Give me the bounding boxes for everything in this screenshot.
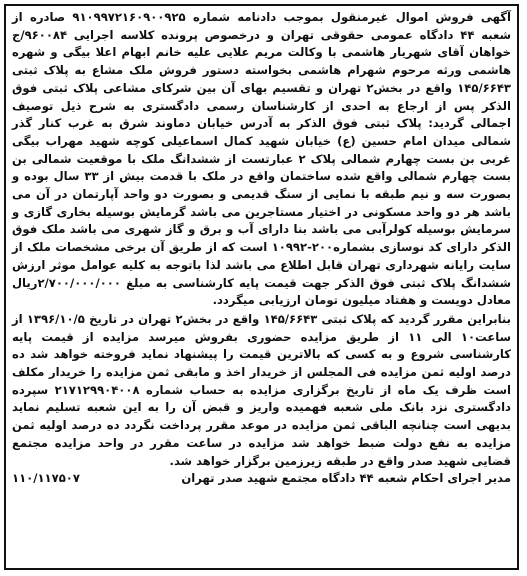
notice-reference-code: ۱۱۰/۱۱۷۵۰۷ bbox=[12, 471, 80, 486]
notice-footer bbox=[12, 470, 511, 488]
notice-paragraph-property-description: آگهی فروش اموال غیرمنقول بموجب دادنامه شماره ۹۱۰۹۹۷۲۱۶۰۹۰۰۹۲۵ صادره از شعبه ۴۴ دادگاه عمومی حقوقی تهران و درخصوص پرونده کلاسه اجرایی ۹۶۰۰۸۴/ج خواهان آقای شهریار هاشمی با وکالت مریم علایی علیه خانم ابهام اعلا بیگی و شهره هاشمی ورثه مرحوم شهرام هاشمی بخواسته دستور فروش ملک مشاع به پلاک ثبتی ۱۴۵/۶۶۴۳ واقع در بخش۲ تهران و تقسیم بهای آن بین شرکای مشاعی پلاک ثبتی فوق الذکر پس از ارجاع به احدی از کارشناسان رسمی دادگستری به شرح ذیل توصیف اجمالی گردید: پلاک ثبتی فوق الذکر به آدرس خیابان دماوند شرق به غرب کنار گذر شمالی میدان امام حسین (ع) خیابان شهید کمال اسماعیلی کوچه شهید مهراب بیگی غربی بن بست چهارم شمالی پلاک ۲ عبارتست از ششدانگ ملک با موقعیت شمالی بن بست چهارم شمالی واقع شده ساختمان واقع در ملک با قدمت بیش از ۳۳ سال بوده و بصورت سه و نیم طبقه با نمایی از سنگ قدیمی و بصورت دو واحد آپارتمان در آن می باشد هر دو واحد مسکونی در اختیار مستاجرین می باشد گرمایش بوسیله بخاری گازی و سرمایش بوسیله کولرآبی می باشد بنا دارای آب و برق و گاز شهری می باشد ملک فوق الذکر دارای کد نوسازی بشماره۲۰۰-۱۰۹۹۲ است که از طریق آن برخی مشخصات ملک از سایت رایانه شهرداری تهران قابل اطلاع می باشد لذا باتوجه به کلیه عوامل موثر ارزش ششدانگ پلاک ثبتی فوق الذکر جهت قیمت پایه کارشناسی به مبلغ ۲/۷۰۰/۰۰۰/۰۰۰ریال معادل دویست و هفتاد میلیون تومان ارزیابی میگردد. bbox=[12, 10, 511, 308]
notice-paragraph-auction-terms: بنابراین مقرر گردید که پلاک ثبتی ۱۴۵/۶۶۴۳ واقع در بخش۲ تهران در تاریخ ۱۳۹۶/۱۰/۵ از ساعت۱۰ الی ۱۱ از طریق مزایده حضوری بفروش میرسد مزایده از قیمت پایه کارشناسی شروع و به کسی که بالاترین قیمت را پیشنهاد نماید فروخته خواهد شد ده درصد اولیه ثمن مزایده فی المجلس از خریدار اخذ و مابقی ثمن مزایده را خریدار مکلف است ظرف یک ماه از تاریخ برگزاری مزایده به حساب شماره ۲۱۷۱۲۹۹۰۴۰۰۸ سپرده دادگستری نزد بانک ملی شعبه فهمیده واریز و قبض آن را به این شعبه تسلیم نماید بدیهی است چنانچه الباقی ثمن مزایده در موعد مقرر پرداخت نگردد ده درصد اولیه ثمن مزایده به نفع دولت ضبط خواهد شد مزایده در ساعت مقرر در واحد مزایده مجتمع قضایی شهید صدر واقع در طبقه زیرزمین برگزار خواهد شد. bbox=[12, 311, 512, 468]
legal-notice bbox=[4, 4, 519, 570]
notice-signature: مدیر اجرای احکام شعبه ۴۴ دادگاه مجتمع شهید صدر تهران bbox=[181, 471, 511, 486]
